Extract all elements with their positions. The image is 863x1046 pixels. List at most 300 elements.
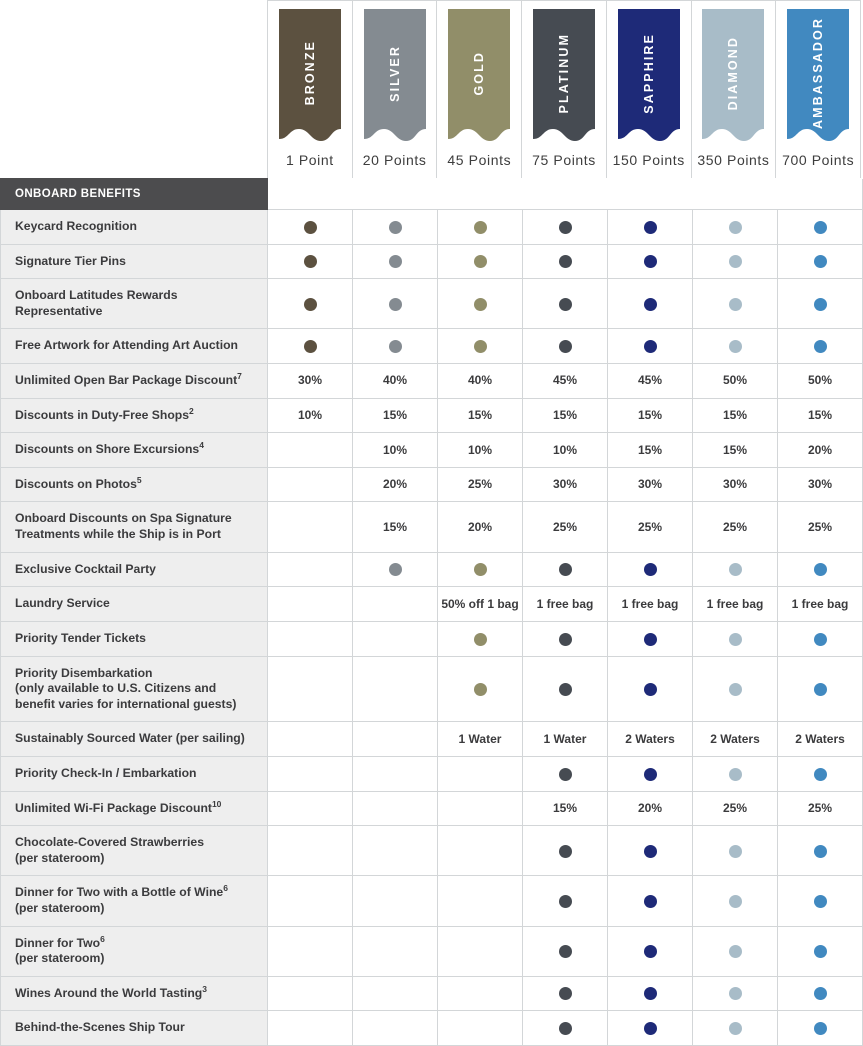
benefit-value-cell: 25% (693, 791, 778, 826)
benefit-label-text: Priority Tender Tickets (15, 630, 146, 645)
benefit-included-dot-cell (693, 656, 778, 722)
included-dot-icon (559, 845, 572, 858)
table-row (1, 279, 863, 329)
included-dot-icon (644, 298, 657, 311)
benefit-label (1, 656, 268, 722)
benefit-value-cell: 1 free bag (523, 587, 608, 622)
footnote-marker: 7 (237, 370, 242, 381)
included-dot-icon (729, 845, 742, 858)
included-dot-icon (474, 298, 487, 311)
included-dot-icon (729, 298, 742, 311)
included-dot-icon (644, 945, 657, 958)
tier-points-label: 20 Points (362, 152, 427, 168)
benefit-value-cell: 10% (523, 433, 608, 468)
benefit-label-line2: (per stateroom) (15, 850, 105, 865)
included-dot-icon (474, 563, 487, 576)
benefit-value-cell: 25% (778, 502, 863, 552)
included-dot-icon (644, 683, 657, 696)
section-header-blank (268, 179, 863, 210)
benefit-included-dot-cell (438, 244, 523, 279)
included-dot-icon (559, 683, 572, 696)
included-dot-icon (474, 340, 487, 353)
tier-header-sapphire (606, 0, 691, 178)
benefit-value-cell: 15% (608, 433, 693, 468)
benefit-included-dot-cell (778, 876, 863, 926)
benefit-label-text: Free Artwork for Attending Art Auction (15, 338, 238, 353)
included-dot-icon (814, 1022, 827, 1035)
section-title: ONBOARD BENEFITS (1, 179, 268, 210)
benefit-label-text: Dinner for Two with a Bottle of Wine (15, 885, 224, 900)
benefit-included-dot-cell (693, 552, 778, 587)
included-dot-icon (474, 221, 487, 234)
benefit-included-dot-cell (778, 552, 863, 587)
benefit-included-dot-cell (523, 621, 608, 656)
footnote-marker: 6 (100, 933, 105, 944)
benefit-empty-cell (353, 791, 438, 826)
table-row (1, 926, 863, 976)
benefit-label-text: Dinner for Two (15, 935, 101, 950)
tier-ribbon-ambassador (787, 9, 849, 145)
benefit-value-cell: 30% (268, 364, 353, 399)
footnote-marker: 6 (223, 883, 228, 894)
benefit-label-line2: Treatments while the Ship is in Port (15, 527, 221, 542)
benefit-included-dot-cell (693, 876, 778, 926)
included-dot-icon (814, 563, 827, 576)
benefit-included-dot-cell (778, 656, 863, 722)
benefit-label (1, 876, 268, 926)
benefit-label (1, 621, 268, 656)
benefit-label (1, 791, 268, 826)
benefit-included-dot-cell (523, 1011, 608, 1046)
benefit-value-cell: 40% (438, 364, 523, 399)
benefit-empty-cell (438, 791, 523, 826)
included-dot-icon (559, 895, 572, 908)
table-row (1, 722, 863, 757)
included-dot-icon (729, 340, 742, 353)
benefit-value-cell: 50% (778, 364, 863, 399)
tier-name-text: BRONZE (302, 40, 317, 106)
tier-header-platinum (521, 0, 606, 178)
benefit-included-dot-cell (438, 210, 523, 245)
benefit-value-cell: 20% (778, 433, 863, 468)
tier-name-text: PLATINUM (557, 32, 572, 114)
included-dot-icon (389, 340, 402, 353)
benefit-label-line2: (only available to U.S. Citizens and benefit varies for international guests) (15, 681, 237, 711)
benefit-label (1, 976, 268, 1011)
benefit-included-dot-cell (268, 279, 353, 329)
tier-points-label: 1 Point (285, 152, 334, 168)
benefit-value-cell: 2 Waters (693, 722, 778, 757)
benefit-value-cell: 15% (523, 791, 608, 826)
tier-points-label: 75 Points (532, 152, 596, 168)
included-dot-icon (729, 221, 742, 234)
benefit-included-dot-cell (693, 1011, 778, 1046)
benefit-value-cell: 15% (438, 398, 523, 433)
benefit-empty-cell (438, 876, 523, 926)
ribbon-shape-icon (618, 9, 680, 145)
benefit-included-dot-cell (778, 926, 863, 976)
benefit-included-dot-cell (523, 244, 608, 279)
benefit-included-dot-cell (608, 552, 693, 587)
included-dot-icon (814, 298, 827, 311)
benefit-label-text: Laundry Service (15, 596, 110, 611)
benefit-included-dot-cell (353, 329, 438, 364)
benefit-included-dot-cell (608, 976, 693, 1011)
benefit-included-dot-cell (523, 876, 608, 926)
table-row (1, 329, 863, 364)
table-row (1, 656, 863, 722)
benefit-label-line2: (per stateroom) (15, 901, 105, 916)
benefit-included-dot-cell (353, 244, 438, 279)
benefit-included-dot-cell (693, 210, 778, 245)
included-dot-icon (729, 987, 742, 1000)
tier-name-text: AMBASSADOR (811, 17, 826, 129)
footnote-marker: 4 (199, 440, 204, 451)
included-dot-icon (729, 768, 742, 781)
benefit-label-text: Discounts on Photos (15, 476, 137, 491)
benefits-table (0, 178, 863, 1046)
benefit-value-cell: 2 Waters (608, 722, 693, 757)
benefit-empty-cell (268, 467, 353, 502)
benefit-value-cell: 15% (523, 398, 608, 433)
included-dot-icon (644, 768, 657, 781)
benefit-included-dot-cell (608, 826, 693, 876)
included-dot-icon (814, 945, 827, 958)
benefit-value-cell: 1 free bag (608, 587, 693, 622)
benefit-included-dot-cell (693, 329, 778, 364)
benefit-label (1, 587, 268, 622)
included-dot-icon (644, 633, 657, 646)
benefit-included-dot-cell (353, 279, 438, 329)
benefit-included-dot-cell (523, 552, 608, 587)
included-dot-icon (814, 683, 827, 696)
benefit-label-line2: Representative (15, 303, 103, 318)
included-dot-icon (729, 683, 742, 696)
included-dot-icon (559, 987, 572, 1000)
benefit-empty-cell (268, 756, 353, 791)
benefit-value-cell: 15% (353, 398, 438, 433)
benefit-value-cell: 1 Water (438, 722, 523, 757)
table-row (1, 826, 863, 876)
included-dot-icon (559, 1022, 572, 1035)
included-dot-icon (304, 298, 317, 311)
benefit-included-dot-cell (693, 976, 778, 1011)
benefit-label-text: Sustainably Sourced Water (per sailing) (15, 731, 245, 746)
tier-ribbon-silver (364, 9, 426, 145)
included-dot-icon (389, 255, 402, 268)
benefit-label-text: Behind-the-Scenes Ship Tour (15, 1020, 185, 1035)
benefit-included-dot-cell (778, 244, 863, 279)
benefit-included-dot-cell (608, 656, 693, 722)
benefit-included-dot-cell (778, 976, 863, 1011)
benefit-label (1, 722, 268, 757)
included-dot-icon (814, 845, 827, 858)
benefit-included-dot-cell (523, 756, 608, 791)
benefit-empty-cell (353, 756, 438, 791)
benefit-label (1, 552, 268, 587)
included-dot-icon (814, 340, 827, 353)
benefit-value-cell: 20% (353, 467, 438, 502)
included-dot-icon (389, 298, 402, 311)
benefit-empty-cell (438, 926, 523, 976)
tier-ribbon-sapphire (618, 9, 680, 145)
benefit-value-cell: 15% (353, 502, 438, 552)
benefit-value-cell: 1 free bag (778, 587, 863, 622)
benefit-empty-cell (268, 552, 353, 587)
footnote-marker: 10 (211, 798, 222, 809)
benefit-empty-cell (438, 976, 523, 1011)
benefit-included-dot-cell (693, 826, 778, 876)
tier-points-label: 700 Points (782, 152, 855, 168)
included-dot-icon (389, 563, 402, 576)
benefit-included-dot-cell (778, 210, 863, 245)
benefit-label (1, 364, 268, 399)
tier-name-text: SAPPHIRE (641, 32, 656, 114)
benefit-empty-cell (268, 621, 353, 656)
benefit-value-cell: 25% (778, 791, 863, 826)
benefit-included-dot-cell (523, 826, 608, 876)
included-dot-icon (644, 255, 657, 268)
included-dot-icon (474, 633, 487, 646)
benefit-included-dot-cell (608, 244, 693, 279)
included-dot-icon (729, 563, 742, 576)
benefit-value-cell: 25% (438, 467, 523, 502)
included-dot-icon (814, 768, 827, 781)
table-row (1, 433, 863, 468)
table-row (1, 1011, 863, 1046)
benefit-included-dot-cell (523, 976, 608, 1011)
benefit-value-cell: 30% (523, 467, 608, 502)
benefit-empty-cell (268, 791, 353, 826)
benefit-empty-cell (353, 826, 438, 876)
tier-ribbon-bronze (279, 9, 341, 145)
benefit-included-dot-cell (693, 926, 778, 976)
ribbon-shape-icon (702, 9, 764, 145)
included-dot-icon (559, 221, 572, 234)
benefit-value-cell: 2 Waters (778, 722, 863, 757)
benefit-value-cell: 15% (693, 398, 778, 433)
benefit-included-dot-cell (693, 756, 778, 791)
included-dot-icon (644, 845, 657, 858)
benefit-included-dot-cell (778, 621, 863, 656)
benefit-included-dot-cell (523, 656, 608, 722)
benefit-empty-cell (353, 876, 438, 926)
benefit-empty-cell (268, 502, 353, 552)
benefit-included-dot-cell (268, 244, 353, 279)
benefit-empty-cell (353, 1011, 438, 1046)
benefit-label (1, 244, 268, 279)
included-dot-icon (559, 945, 572, 958)
benefit-value-cell: 45% (523, 364, 608, 399)
benefit-value-cell: 15% (693, 433, 778, 468)
benefit-included-dot-cell (778, 329, 863, 364)
included-dot-icon (304, 221, 317, 234)
included-dot-icon (559, 563, 572, 576)
benefit-label-text: Priority Check-In / Embarkation (15, 765, 197, 780)
benefit-value-cell: 25% (523, 502, 608, 552)
benefit-label-text: Discounts in Duty-Free Shops (15, 407, 190, 422)
benefit-empty-cell (268, 433, 353, 468)
benefit-included-dot-cell (608, 756, 693, 791)
benefit-included-dot-cell (693, 279, 778, 329)
benefit-empty-cell (353, 587, 438, 622)
benefit-included-dot-cell (438, 656, 523, 722)
benefit-included-dot-cell (778, 826, 863, 876)
table-row (1, 756, 863, 791)
ribbon-shape-icon (448, 9, 510, 145)
table-row (1, 876, 863, 926)
benefit-empty-cell (268, 926, 353, 976)
benefit-empty-cell (268, 722, 353, 757)
benefit-empty-cell (268, 656, 353, 722)
table-row (1, 210, 863, 245)
benefit-value-cell: 15% (778, 398, 863, 433)
benefit-label (1, 502, 268, 552)
benefit-label (1, 1011, 268, 1046)
benefit-value-cell: 40% (353, 364, 438, 399)
benefit-label-text: Discounts on Shore Excursions (15, 442, 200, 457)
tier-name-text: SILVER (387, 44, 402, 102)
included-dot-icon (559, 340, 572, 353)
table-row (1, 621, 863, 656)
tier-name-text: GOLD (472, 50, 487, 96)
included-dot-icon (389, 221, 402, 234)
benefit-value-cell: 45% (608, 364, 693, 399)
benefit-label (1, 467, 268, 502)
benefit-value-cell: 30% (778, 467, 863, 502)
benefit-label-text: Signature Tier Pins (15, 253, 126, 268)
benefit-label-text: Onboard Discounts on Spa Signature (15, 511, 232, 526)
benefit-value-cell: 10% (438, 433, 523, 468)
banner-spacer (0, 0, 267, 178)
benefit-value-cell: 1 free bag (693, 587, 778, 622)
section-header-row (1, 179, 863, 210)
table-row (1, 364, 863, 399)
table-row (1, 502, 863, 552)
benefit-included-dot-cell (523, 210, 608, 245)
benefit-included-dot-cell (438, 329, 523, 364)
tier-points-label: 150 Points (612, 152, 685, 168)
benefit-empty-cell (268, 876, 353, 926)
benefit-value-cell: 30% (608, 467, 693, 502)
tier-header-bronze (267, 0, 352, 178)
benefit-label-text: Unlimited Wi-Fi Package Discount (15, 800, 212, 815)
included-dot-icon (729, 1022, 742, 1035)
benefit-included-dot-cell (693, 621, 778, 656)
tier-points-label: 45 Points (447, 152, 512, 168)
benefit-label-text: Onboard Latitudes Rewards (15, 288, 178, 303)
benefit-value-cell: 30% (693, 467, 778, 502)
benefit-included-dot-cell (608, 621, 693, 656)
benefit-included-dot-cell (523, 926, 608, 976)
benefit-included-dot-cell (608, 1011, 693, 1046)
benefit-empty-cell (268, 587, 353, 622)
footnote-marker: 2 (189, 405, 194, 416)
included-dot-icon (559, 768, 572, 781)
benefit-included-dot-cell (523, 279, 608, 329)
included-dot-icon (559, 298, 572, 311)
included-dot-icon (814, 987, 827, 1000)
benefit-label (1, 926, 268, 976)
included-dot-icon (644, 221, 657, 234)
benefit-included-dot-cell (778, 1011, 863, 1046)
included-dot-icon (474, 255, 487, 268)
benefit-empty-cell (353, 976, 438, 1011)
included-dot-icon (304, 340, 317, 353)
included-dot-icon (559, 633, 572, 646)
benefit-label-line2: (per stateroom) (15, 951, 105, 966)
tier-banner-cells (267, 0, 861, 178)
benefit-included-dot-cell (778, 279, 863, 329)
included-dot-icon (644, 563, 657, 576)
benefit-empty-cell (438, 826, 523, 876)
included-dot-icon (474, 683, 487, 696)
benefit-value-cell: 10% (268, 398, 353, 433)
table-row (1, 244, 863, 279)
table-row (1, 587, 863, 622)
benefit-included-dot-cell (523, 329, 608, 364)
benefit-empty-cell (268, 1011, 353, 1046)
table-row (1, 552, 863, 587)
table-row (1, 791, 863, 826)
benefit-label (1, 279, 268, 329)
table-row (1, 467, 863, 502)
benefit-value-cell: 10% (353, 433, 438, 468)
benefit-value-cell: 1 Water (523, 722, 608, 757)
benefit-value-cell: 15% (608, 398, 693, 433)
benefit-label (1, 433, 268, 468)
benefit-included-dot-cell (438, 552, 523, 587)
tier-header-silver (352, 0, 437, 178)
benefit-included-dot-cell (608, 926, 693, 976)
benefit-label-text: Exclusive Cocktail Party (15, 561, 156, 576)
included-dot-icon (729, 895, 742, 908)
benefit-label (1, 210, 268, 245)
benefit-label (1, 756, 268, 791)
benefit-included-dot-cell (608, 329, 693, 364)
included-dot-icon (644, 987, 657, 1000)
included-dot-icon (729, 255, 742, 268)
included-dot-icon (729, 945, 742, 958)
benefit-label-text: Unlimited Open Bar Package Discount (15, 373, 238, 388)
table-row (1, 976, 863, 1011)
benefit-included-dot-cell (608, 210, 693, 245)
benefit-label (1, 329, 268, 364)
included-dot-icon (814, 633, 827, 646)
benefit-included-dot-cell (438, 621, 523, 656)
benefit-empty-cell (268, 976, 353, 1011)
footnote-marker: 5 (136, 474, 142, 485)
tier-name-text: DIAMOND (726, 35, 741, 111)
benefit-included-dot-cell (778, 756, 863, 791)
included-dot-icon (304, 255, 317, 268)
tier-banner-header (0, 0, 861, 178)
benefit-empty-cell (353, 621, 438, 656)
tier-ribbon-diamond (702, 9, 764, 145)
tier-ribbon-gold (448, 9, 510, 145)
benefit-value-cell: 25% (608, 502, 693, 552)
benefit-included-dot-cell (353, 552, 438, 587)
benefit-included-dot-cell (268, 329, 353, 364)
benefit-label (1, 826, 268, 876)
table-row (1, 398, 863, 433)
tier-points-label: 350 Points (697, 152, 770, 168)
benefits-table-body (1, 179, 863, 1046)
included-dot-icon (729, 633, 742, 646)
benefit-value-cell: 25% (693, 502, 778, 552)
included-dot-icon (814, 255, 827, 268)
tier-header-gold (436, 0, 521, 178)
